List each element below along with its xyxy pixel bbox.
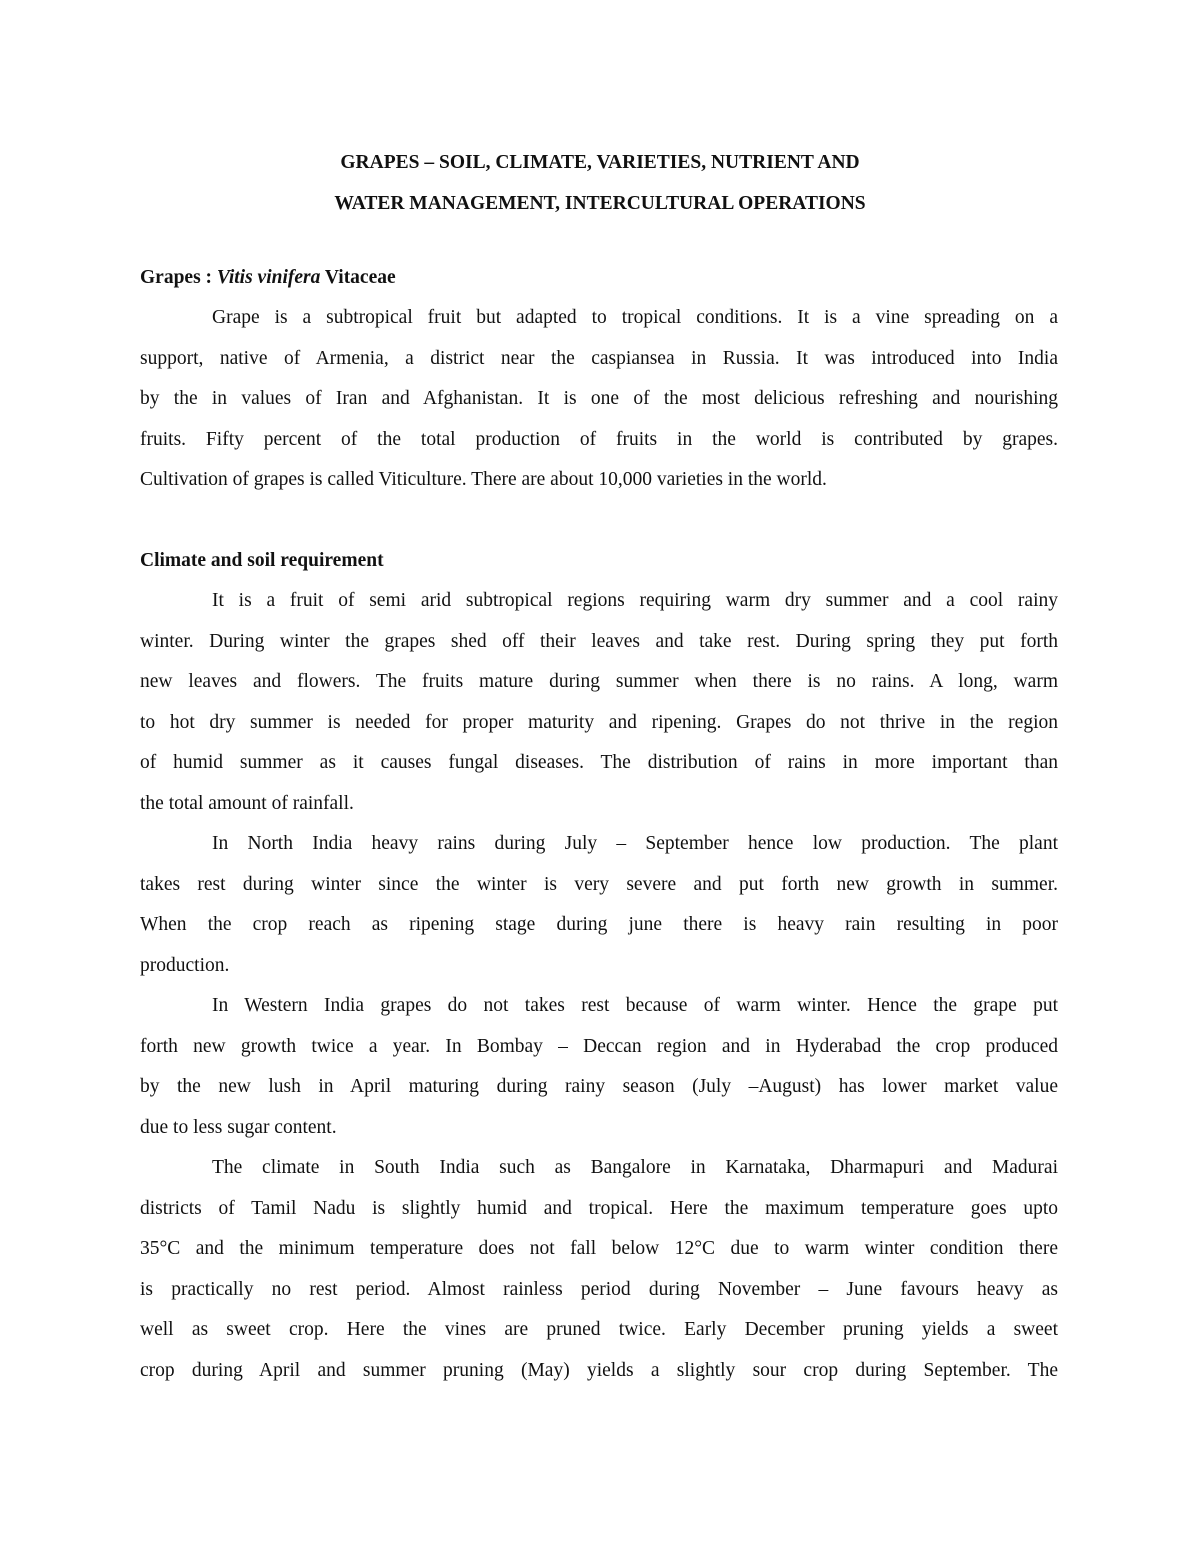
heading-prefix: Grapes : <box>140 267 217 288</box>
paragraph-north-india <box>140 824 1058 986</box>
paragraph-line: the total amount of rainfall. <box>140 792 354 814</box>
paragraph-line: production. <box>140 954 230 976</box>
paragraph-line: fruits. Fifty percent of the total production of fruits in the world is contributed by grapes. <box>140 428 1058 450</box>
paragraph-line: crop during April and summer pruning (May) yields a slightly sour crop during September. The <box>140 1359 1058 1381</box>
paragraph-line: Cultivation of grapes is called Viticulture. There are about 10,000 varieties in the world. <box>140 469 827 490</box>
paragraph-line: When the crop reach as ripening stage during june there is heavy rain resulting in poor <box>140 914 1058 935</box>
paragraph-line: new leaves and flowers. The fruits mature during summer when there is no rains. A long, warm <box>140 671 1058 692</box>
paragraph-line: forth new growth twice a year. In Bombay – Deccan region and in Hyderabad the crop produced <box>140 1035 1058 1057</box>
paragraph-south-india <box>140 1148 1058 1391</box>
title-line-1: GRAPES – SOIL, CLIMATE, VARIETIES, NUTRIENT AND <box>340 152 860 173</box>
paragraph-line: Grape is a subtropical fruit but adapted to tropical conditions. It is a vine spreading on a <box>212 307 1058 328</box>
paragraph-line: is practically no rest period. Almost rainless period during November – June favours heavy as <box>140 1278 1058 1300</box>
paragraph-line: due to less sugar content. <box>140 1116 337 1138</box>
scientific-name: Vitis vinifera <box>216 267 321 288</box>
paragraph-western-india <box>140 986 1058 1148</box>
section-heading-climate: Climate and soil requirement <box>140 550 384 571</box>
paragraph-line: to hot dry summer is needed for proper maturity and ripening. Grapes do not thrive in the region <box>140 711 1058 733</box>
title-line-2: WATER MANAGEMENT, INTERCULTURAL OPERATIONS <box>334 193 866 214</box>
paragraph-line: takes rest during winter since the winter is very severe and put forth new growth in summer. <box>140 873 1058 895</box>
paragraph-line: 35°C and the minimum temperature does not fall below 12°C due to warm winter condition there <box>140 1238 1058 1259</box>
section-heading-grapes <box>140 258 396 298</box>
paragraph-line: by the new lush in April maturing during rainy season (July –August) has lower market value <box>140 1076 1058 1097</box>
paragraph-line: It is a fruit of semi arid subtropical regions requiring warm dry summer and a cool rainy <box>212 590 1058 611</box>
paragraph-line: In North India heavy rains during July – September hence low production. The plant <box>212 833 1058 854</box>
paragraph-line: support, native of Armenia, a district near the caspiansea in Russia. It was introduced into India <box>140 347 1058 369</box>
paragraph-line: well as sweet crop. Here the vines are pruned twice. Early December pruning yields a sweet <box>140 1319 1058 1340</box>
paragraph-line: by the in values of Iran and Afghanistan. It is one of the most delicious refreshing and nourishing <box>140 388 1058 409</box>
family-name: Vitaceae <box>320 267 396 288</box>
paragraph-line: districts of Tamil Nadu is slightly humid and tropical. Here the maximum temperature goes upto <box>140 1197 1058 1219</box>
paragraph-intro <box>140 298 1058 501</box>
document-title <box>0 142 1200 224</box>
paragraph-line: of humid summer as it causes fungal diseases. The distribution of rains in more important than <box>140 752 1058 773</box>
paragraph-line: In Western India grapes do not takes rest because of warm winter. Hence the grape put <box>212 995 1058 1016</box>
paragraph-line: The climate in South India such as Bangalore in Karnataka, Dharmapuri and Madurai <box>212 1157 1058 1178</box>
paragraph-climate-1 <box>140 581 1058 824</box>
paragraph-line: winter. During winter the grapes shed off their leaves and take rest. During spring they put forth <box>140 630 1058 652</box>
